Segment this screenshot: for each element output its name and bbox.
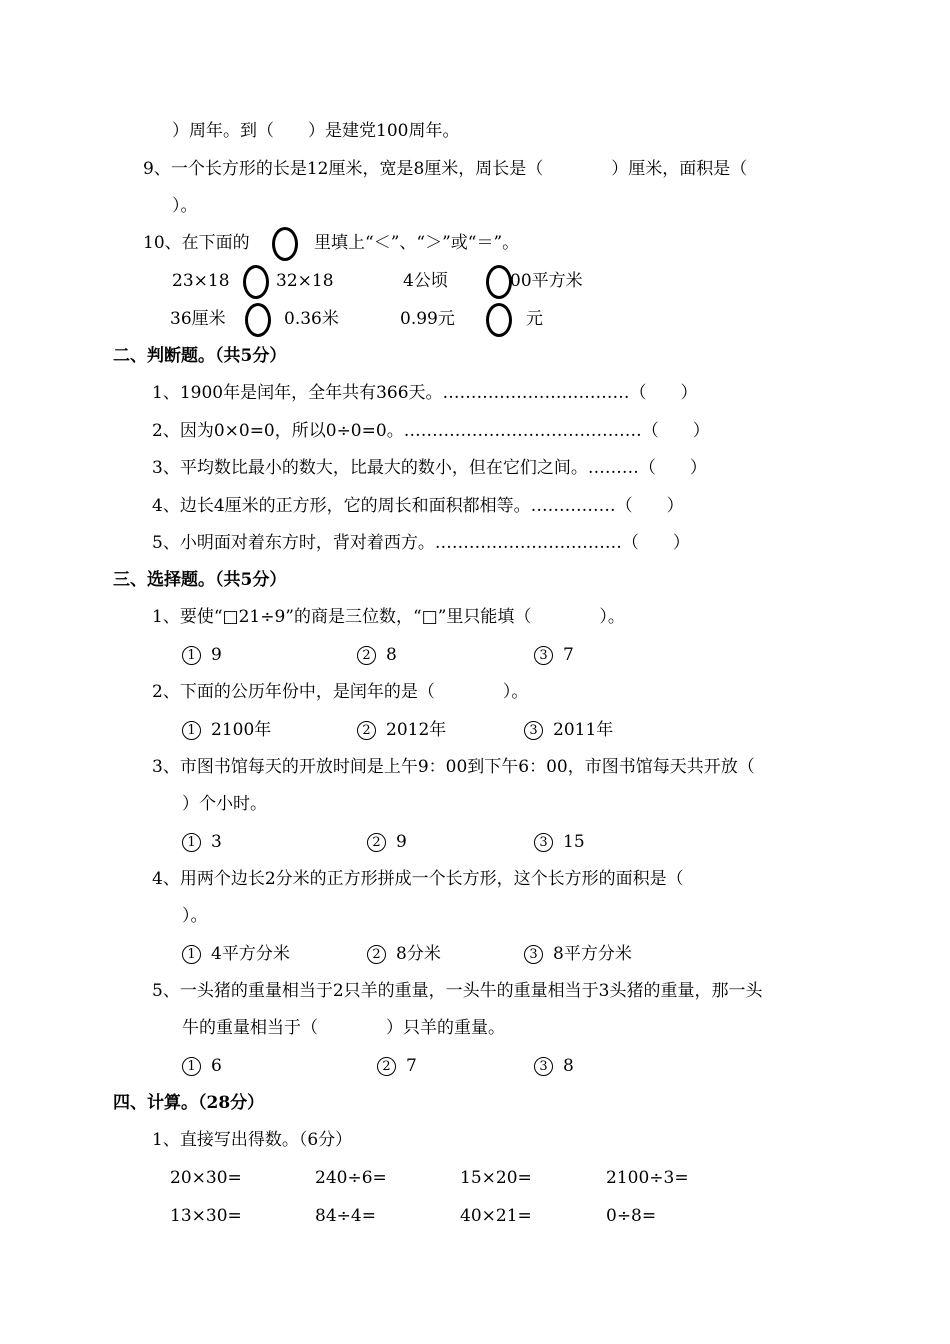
q10-instruction-post: 里填上“＜”、“＞”或“＝”。 — [314, 233, 520, 253]
q10-r2-right2: 元 — [526, 309, 543, 329]
q10-r1-left: 23×18 — [172, 271, 230, 291]
calc-problem: 20×30= — [170, 1168, 242, 1188]
choice-q3-line1: 3、市图书馆每天的开放时间是上午9：00到下午6：00，市图书馆每天共开放（ — [152, 757, 755, 777]
choice-q4-line1: 4、用两个边长2分米的正方形拼成一个长方形，这个长方形的面积是（ — [152, 869, 684, 889]
calc-problem: 40×21= — [460, 1206, 532, 1226]
q10-r1-right: 32×18 — [276, 271, 334, 291]
calc-problem: 240÷6= — [315, 1168, 387, 1188]
option-2[interactable]: 2 7 — [377, 1055, 417, 1077]
comparison-circle-icon[interactable] — [272, 227, 298, 261]
circled-number-icon: 3 — [534, 1057, 553, 1076]
option-1[interactable]: 1 6 — [182, 1055, 222, 1077]
judge-item: 5、小明面对着东方时，背对着西方。……………………………（ ） — [152, 533, 690, 553]
q9-line1: 9、一个长方形的长是12厘米，宽是8厘米，周长是（ ）厘米，面积是（ — [143, 159, 748, 179]
option-3[interactable]: 3 15 — [534, 831, 585, 853]
judge-item: 4、边长4厘米的正方形，它的周长和面积都相等。……………（ ） — [152, 496, 684, 516]
circled-number-icon: 1 — [182, 833, 201, 852]
option-1[interactable]: 1 4平方分米 — [182, 943, 290, 965]
judge-item: 3、平均数比最小的数大，比最大的数小，但在它们之间。………（ ） — [152, 458, 707, 478]
circled-number-icon: 3 — [524, 945, 543, 964]
section-2-title: 二、判断题。（共5分） — [113, 346, 287, 366]
choice-q5-line2: 牛的重量相当于（ ）只羊的重量。 — [182, 1018, 505, 1038]
calc-problem: 0÷8= — [606, 1206, 657, 1226]
option-3[interactable]: 3 7 — [534, 644, 574, 666]
circled-number-icon: 3 — [534, 833, 553, 852]
q9-line2: ）。 — [172, 196, 198, 216]
choice-q2: 2、下面的公历年份中，是闰年的是（ ）。 — [152, 682, 529, 702]
choice-q1: 1、要使“□21÷9”的商是三位数，“□”里只能填（ ）。 — [152, 607, 625, 627]
option-1[interactable]: 1 9 — [182, 644, 222, 666]
option-1[interactable]: 1 2100年 — [182, 719, 271, 741]
section-4-title: 四、计算。（28分） — [113, 1093, 265, 1113]
choice-q5-line1: 5、一头猪的重量相当于2只羊的重量，一头牛的重量相当于3头猪的重量，那一头 — [152, 981, 763, 1001]
q10-r1-left2: 4公顷 — [403, 271, 448, 291]
comparison-circle-icon[interactable] — [243, 265, 269, 299]
circled-number-icon: 2 — [357, 646, 376, 665]
circled-number-icon: 1 — [182, 945, 201, 964]
circled-number-icon: 3 — [524, 721, 543, 740]
calc-problem: 15×20= — [460, 1168, 532, 1188]
calc-problem: 84÷4= — [315, 1206, 376, 1226]
circled-number-icon: 2 — [367, 833, 386, 852]
comparison-circle-icon[interactable] — [486, 303, 512, 337]
choice-q4-line2: ）。 — [182, 906, 208, 926]
comparison-circle-icon[interactable] — [245, 303, 271, 337]
circled-number-icon: 2 — [367, 945, 386, 964]
q10-instruction-pre: 10、在下面的 — [143, 233, 250, 253]
circled-number-icon: 2 — [357, 721, 376, 740]
option-2[interactable]: 2 8 — [357, 644, 397, 666]
q10-r2-right: 0.36米 — [284, 309, 339, 329]
q10-r2-left2: 0.99元 — [400, 309, 455, 329]
option-3[interactable]: 3 8 — [534, 1055, 574, 1077]
circled-number-icon: 2 — [377, 1057, 396, 1076]
q10-r2-left: 36厘米 — [170, 309, 226, 329]
calc-problem: 2100÷3= — [606, 1168, 689, 1188]
option-1[interactable]: 1 3 — [182, 831, 222, 853]
option-2[interactable]: 2 9 — [367, 831, 407, 853]
choice-q3-line2: ）个小时。 — [182, 794, 267, 814]
q10-r1-right2: 00平方米 — [510, 271, 583, 291]
judge-item: 1、1900年是闰年，全年共有366天。……………………………（ ） — [152, 383, 698, 403]
comparison-circle-icon[interactable] — [486, 265, 512, 299]
option-2[interactable]: 2 8分米 — [367, 943, 441, 965]
option-3[interactable]: 3 2011年 — [524, 719, 613, 741]
section-3-title: 三、选择题。（共5分） — [113, 570, 287, 590]
calc-problem: 13×30= — [170, 1206, 242, 1226]
circled-number-icon: 1 — [182, 721, 201, 740]
judge-item: 2、因为0×0=0，所以0÷0=0。……………………………………（ ） — [152, 421, 710, 441]
circled-number-icon: 1 — [182, 646, 201, 665]
q8-continuation: ）周年。到（ ）是建党100周年。 — [172, 121, 460, 141]
option-2[interactable]: 2 2012年 — [357, 719, 446, 741]
option-3[interactable]: 3 8平方分米 — [524, 943, 632, 965]
calc-q1: 1、直接写出得数。（6分） — [152, 1130, 353, 1150]
circled-number-icon: 1 — [182, 1057, 201, 1076]
circled-number-icon: 3 — [534, 646, 553, 665]
